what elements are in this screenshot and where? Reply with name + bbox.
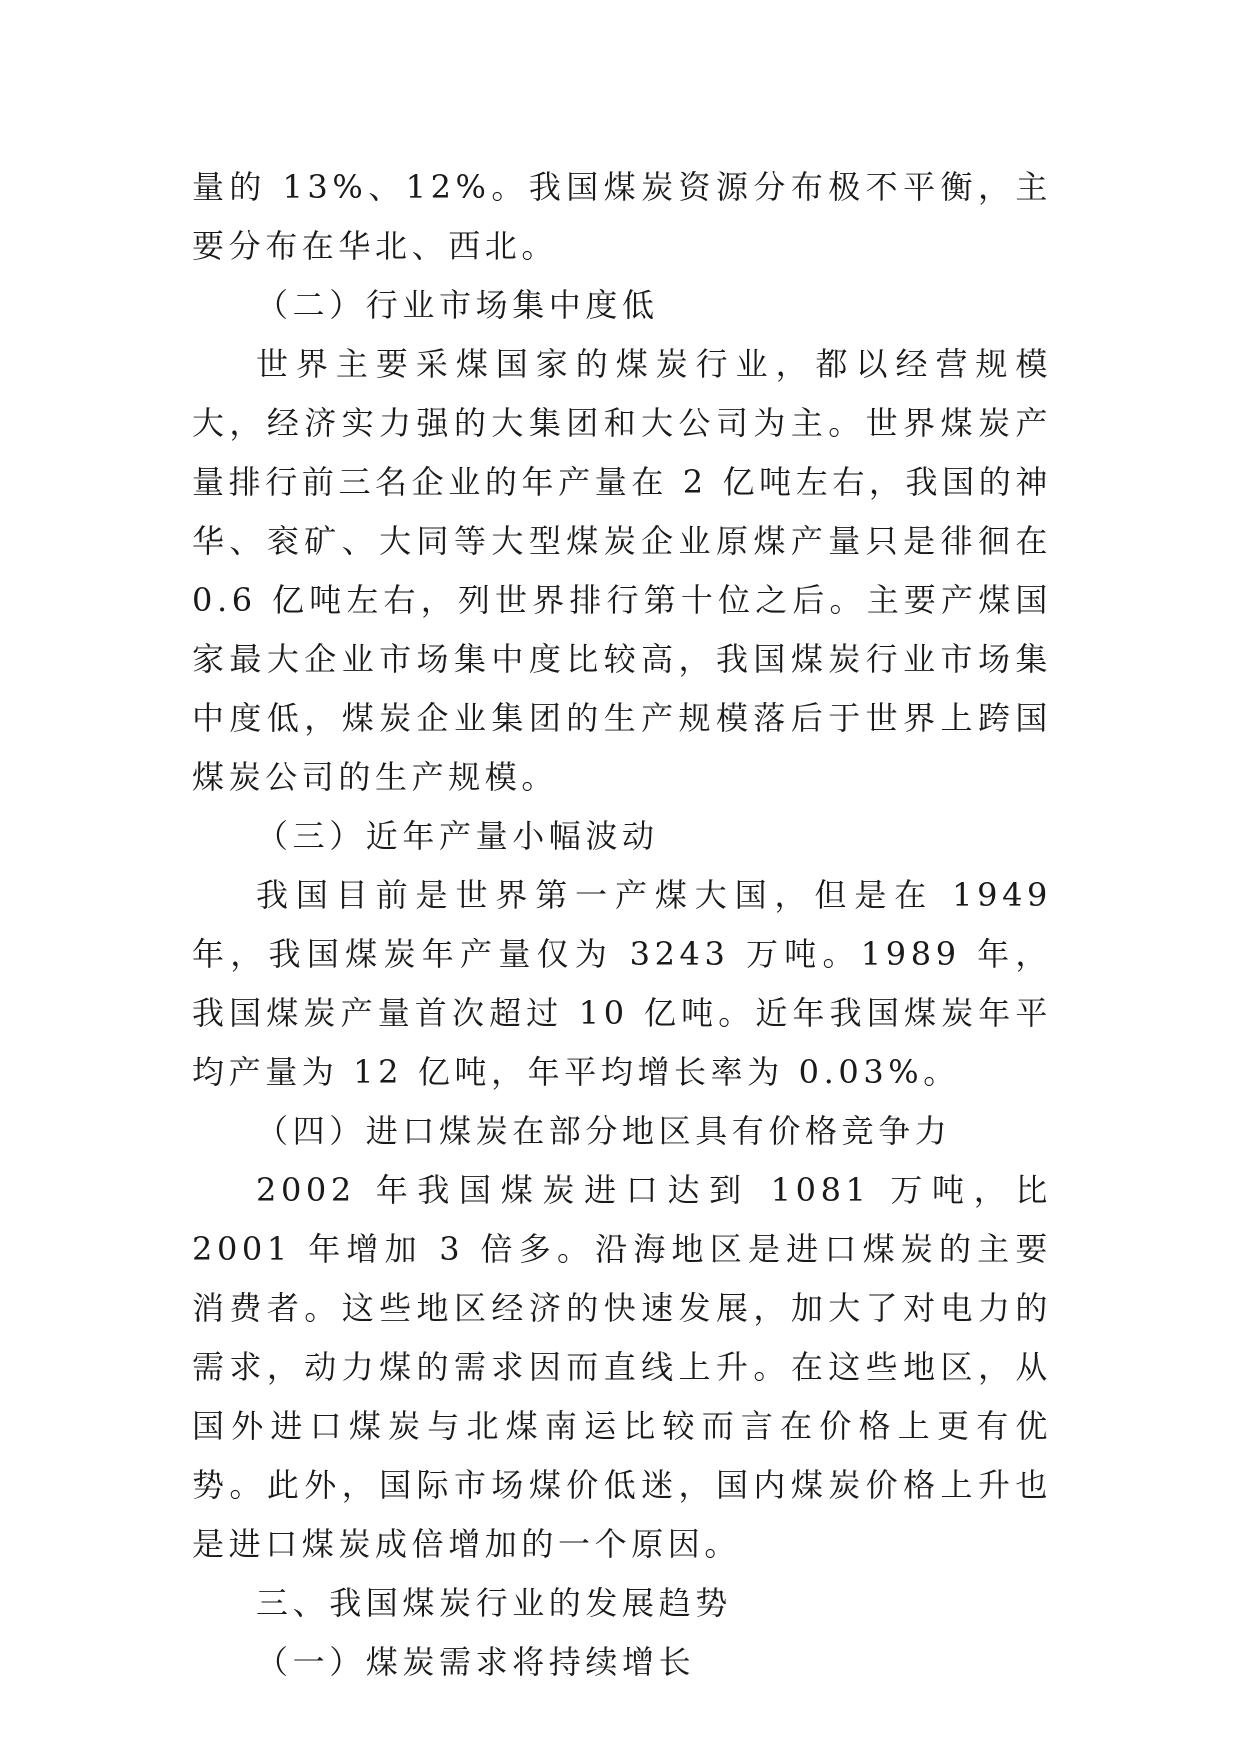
section-heading-trend-1: （一）煤炭需求将持续增长 [256,1643,696,1681]
section-heading-3: （三）近年产量小幅波动 [256,817,659,855]
chapter-heading-trends: 三、我国煤炭行业的发展趋势 [256,1584,732,1622]
document-body [192,158,1052,1692]
section-heading-4: （四）进口煤炭在部分地区具有价格竞争力 [256,1112,952,1150]
paragraph-imports: 2002 年我国煤炭进口达到 1081 万吨，比 2001 年增加 3 倍多。沿海地区是进口煤炭的主要消费者。这些地区经济的快速发展，加大了对电力的需求，动力煤的需求因而直线上升。在这些地区，从国外进口煤炭与北煤南运比较而言在价格上更有优势。此外，国际市场煤价低迷，国内煤炭价格上升也是进口煤炭成倍增加的一个原因。 [192,1171,1052,1563]
paragraph-production: 我国目前是世界第一产煤大国，但是在 1949 年，我国煤炭年产量仅为 3243 万吨。1989 年，我国煤炭产量首次超过 10 亿吨。近年我国煤炭年平均产量为 12 亿吨，年平均增长率为 0.03%。 [192,876,1052,1091]
paragraph-market-concentration: 世界主要采煤国家的煤炭行业，都以经营规模大，经济实力强的大集团和大公司为主。世界煤炭产量排行前三名企业的年产量在 2 亿吨左右，我国的神华、衮矿、大同等大型煤炭企业原煤产量只是徘徊在 0.6 亿吨左右，列世界排行第十位之后。主要产煤国家最大企业市场集中度比较高，我国煤炭行业市场集中度低，煤炭企业集团的生产规模落后于世界上跨国煤炭公司的生产规模。 [192,345,1052,796]
paragraph-continuation: 量的 13%、12%。我国煤炭资源分布极不平衡，主要分布在华北、西北。 [192,168,1052,265]
section-heading-2: （二）行业市场集中度低 [256,286,659,324]
